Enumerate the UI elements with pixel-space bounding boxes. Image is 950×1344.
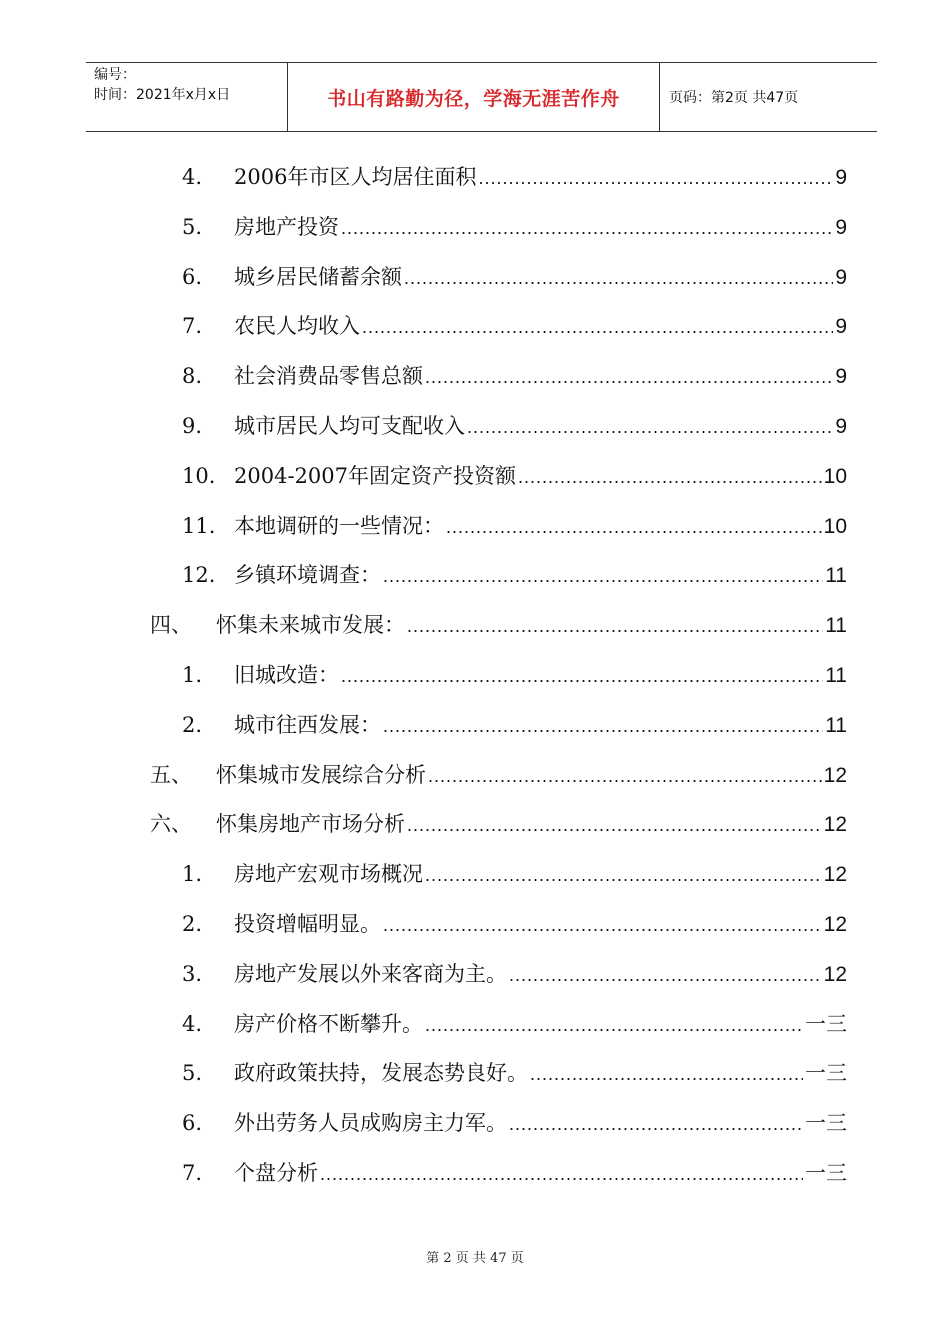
toc-dot-leader: [407, 805, 822, 845]
toc-entry-page: 12: [823, 962, 847, 986]
toc-entry-number: 6.: [182, 1111, 203, 1136]
toc-entry-title: 2004-2007年固定资产投资额: [234, 463, 516, 488]
toc-entry[interactable]: [182, 456, 847, 496]
toc-entry-page: 12: [823, 863, 847, 887]
toc-entry-title: 怀集未来城市发展：: [216, 613, 405, 638]
toc-entry-title: 城市往西发展：: [234, 712, 381, 737]
toc-entry-page: 9: [835, 365, 847, 389]
toc-entry-page: 9: [835, 215, 847, 239]
toc-entry[interactable]: [182, 1004, 847, 1044]
toc-entry-number: 5.: [182, 214, 203, 239]
toc-entry-page: 12: [823, 913, 847, 936]
toc-dot-leader: [518, 457, 822, 497]
toc-entry[interactable]: [182, 1153, 847, 1193]
toc-entry[interactable]: [182, 1053, 847, 1093]
toc-entry-page: 9: [835, 415, 847, 438]
toc-entry-page: 11: [825, 713, 847, 737]
toc-dot-leader: [509, 955, 822, 995]
toc-entry-title: 个盘分析: [234, 1161, 318, 1185]
toc-entry-number: 7.: [182, 314, 203, 339]
toc-entry[interactable]: [182, 306, 847, 346]
toc-entry-page: 10: [823, 514, 847, 538]
toc-entry-title: 农民人均收入: [234, 314, 360, 339]
toc-dot-leader: [383, 905, 822, 945]
toc-entry-title: 旧城改造：: [234, 663, 339, 687]
toc-entry[interactable]: [182, 705, 847, 745]
toc-entry-page: 一三: [805, 1161, 847, 1185]
toc-entry[interactable]: [150, 605, 847, 645]
toc-entry[interactable]: [182, 555, 847, 595]
document-number-label: 编号：: [94, 67, 136, 83]
header-page-info: 页码：第2页 共47页: [669, 90, 799, 106]
toc-entry-title: 房产价格不断攀升。: [234, 1011, 423, 1036]
toc-entry[interactable]: [150, 755, 847, 795]
toc-entry-number: 2.: [182, 712, 203, 737]
toc-dot-leader: [425, 1005, 803, 1045]
toc-entry-page: 一三: [805, 1111, 847, 1136]
toc-entry-page: 12: [823, 813, 847, 837]
toc-entry-number: 11.: [182, 513, 216, 538]
toc-entry-page: 9: [835, 315, 847, 339]
toc-entry-page: 11: [825, 564, 847, 588]
toc-entry-number: 8.: [182, 364, 203, 389]
toc-entry-title: 房地产发展以外来客商为主。: [234, 961, 507, 986]
toc-entry-title: 投资增幅明显。: [234, 912, 381, 936]
toc-entry[interactable]: [182, 257, 847, 297]
header-meta: [86, 63, 288, 131]
toc-entry-page: 10: [823, 464, 847, 488]
toc-dot-leader: [425, 357, 833, 397]
toc-dot-leader: [530, 1054, 803, 1094]
toc-entry-title: 房地产宏观市场概况: [234, 862, 423, 887]
toc-dot-leader: [509, 1104, 803, 1144]
header-motto: 书山有路勤为径，学海无涯苦作舟: [288, 63, 660, 131]
toc-entry-number: 1.: [182, 663, 203, 687]
toc-entry-number: 3.: [182, 961, 203, 986]
toc-entry-number: 5.: [182, 1061, 203, 1086]
page-header: [86, 62, 877, 132]
toc-dot-leader: [320, 1154, 803, 1194]
toc-entry-page: 9: [835, 166, 847, 189]
toc-dot-leader: [425, 855, 822, 895]
toc-entry-page: 一三: [805, 1061, 847, 1086]
toc-entry-title: 城乡居民储蓄余额: [234, 264, 402, 289]
toc-entry-title: 2006年市区人均居住面积: [234, 165, 477, 189]
toc-entry-title: 社会消费品零售总额: [234, 364, 423, 389]
toc-entry[interactable]: [182, 904, 847, 944]
toc-entry-title: 房地产投资: [234, 214, 339, 239]
toc-dot-leader: [362, 307, 833, 347]
toc-entry-page: 一三: [805, 1011, 847, 1036]
toc-entry[interactable]: [182, 854, 847, 894]
toc-entry-page: 9: [835, 265, 847, 289]
toc-entry[interactable]: [182, 406, 847, 446]
toc-entry-title: 乡镇环境调查：: [234, 563, 381, 588]
page-footer: 第 2 页 共 47 页: [426, 1251, 524, 1266]
toc-dot-leader: [407, 606, 823, 646]
toc-dot-leader: [478, 158, 833, 198]
toc-entry-title: 政府政策扶持，发展态势良好。: [234, 1061, 528, 1086]
toc-dot-leader: [341, 656, 823, 696]
toc-entry[interactable]: [182, 954, 847, 994]
toc-entry[interactable]: [182, 207, 847, 247]
toc-entry-number: 4.: [182, 165, 203, 189]
toc-entry-title: 怀集房地产市场分析: [216, 812, 405, 837]
toc-entry-number: 7.: [182, 1161, 203, 1185]
toc-entry-number: 4.: [182, 1011, 203, 1036]
toc-entry-number: 1.: [182, 862, 203, 887]
toc-entry-number: 2.: [182, 912, 203, 936]
toc-entry-page: 11: [825, 664, 847, 687]
toc-entry-number: 五、: [150, 762, 192, 787]
toc-dot-leader: [383, 556, 823, 596]
toc-entry-number: 10.: [182, 463, 216, 488]
toc-dot-leader: [446, 507, 822, 547]
toc-entry[interactable]: [182, 1103, 847, 1143]
toc-entry[interactable]: [182, 356, 847, 396]
toc-dot-leader: [428, 756, 822, 796]
toc-entry-title: 本地调研的一些情况：: [234, 513, 444, 538]
toc-entry-number: 6.: [182, 264, 203, 289]
toc-dot-leader: [341, 208, 833, 248]
toc-entry-title: 怀集城市发展综合分析: [216, 762, 426, 787]
toc-entry[interactable]: [182, 506, 847, 546]
toc-entry-number: 12.: [182, 563, 216, 588]
toc-entry-title: 城市居民人均可支配收入: [234, 414, 465, 438]
toc-entry[interactable]: [150, 804, 847, 844]
toc-entry-number: 9.: [182, 414, 203, 438]
toc-dot-leader: [467, 407, 833, 447]
toc-entry[interactable]: [182, 157, 847, 197]
toc-dot-leader: [404, 258, 833, 298]
toc-entry-number: 四、: [150, 613, 192, 638]
toc-entry[interactable]: [182, 655, 847, 695]
document-date: 时间：2021年x月x日: [94, 87, 231, 103]
toc-dot-leader: [383, 706, 823, 746]
toc-entry-title: 外出劳务人员成购房主力军。: [234, 1111, 507, 1136]
toc-entry-number: 六、: [150, 812, 192, 837]
toc-entry-page: 11: [825, 614, 847, 638]
toc-entry-page: 12: [823, 763, 847, 787]
